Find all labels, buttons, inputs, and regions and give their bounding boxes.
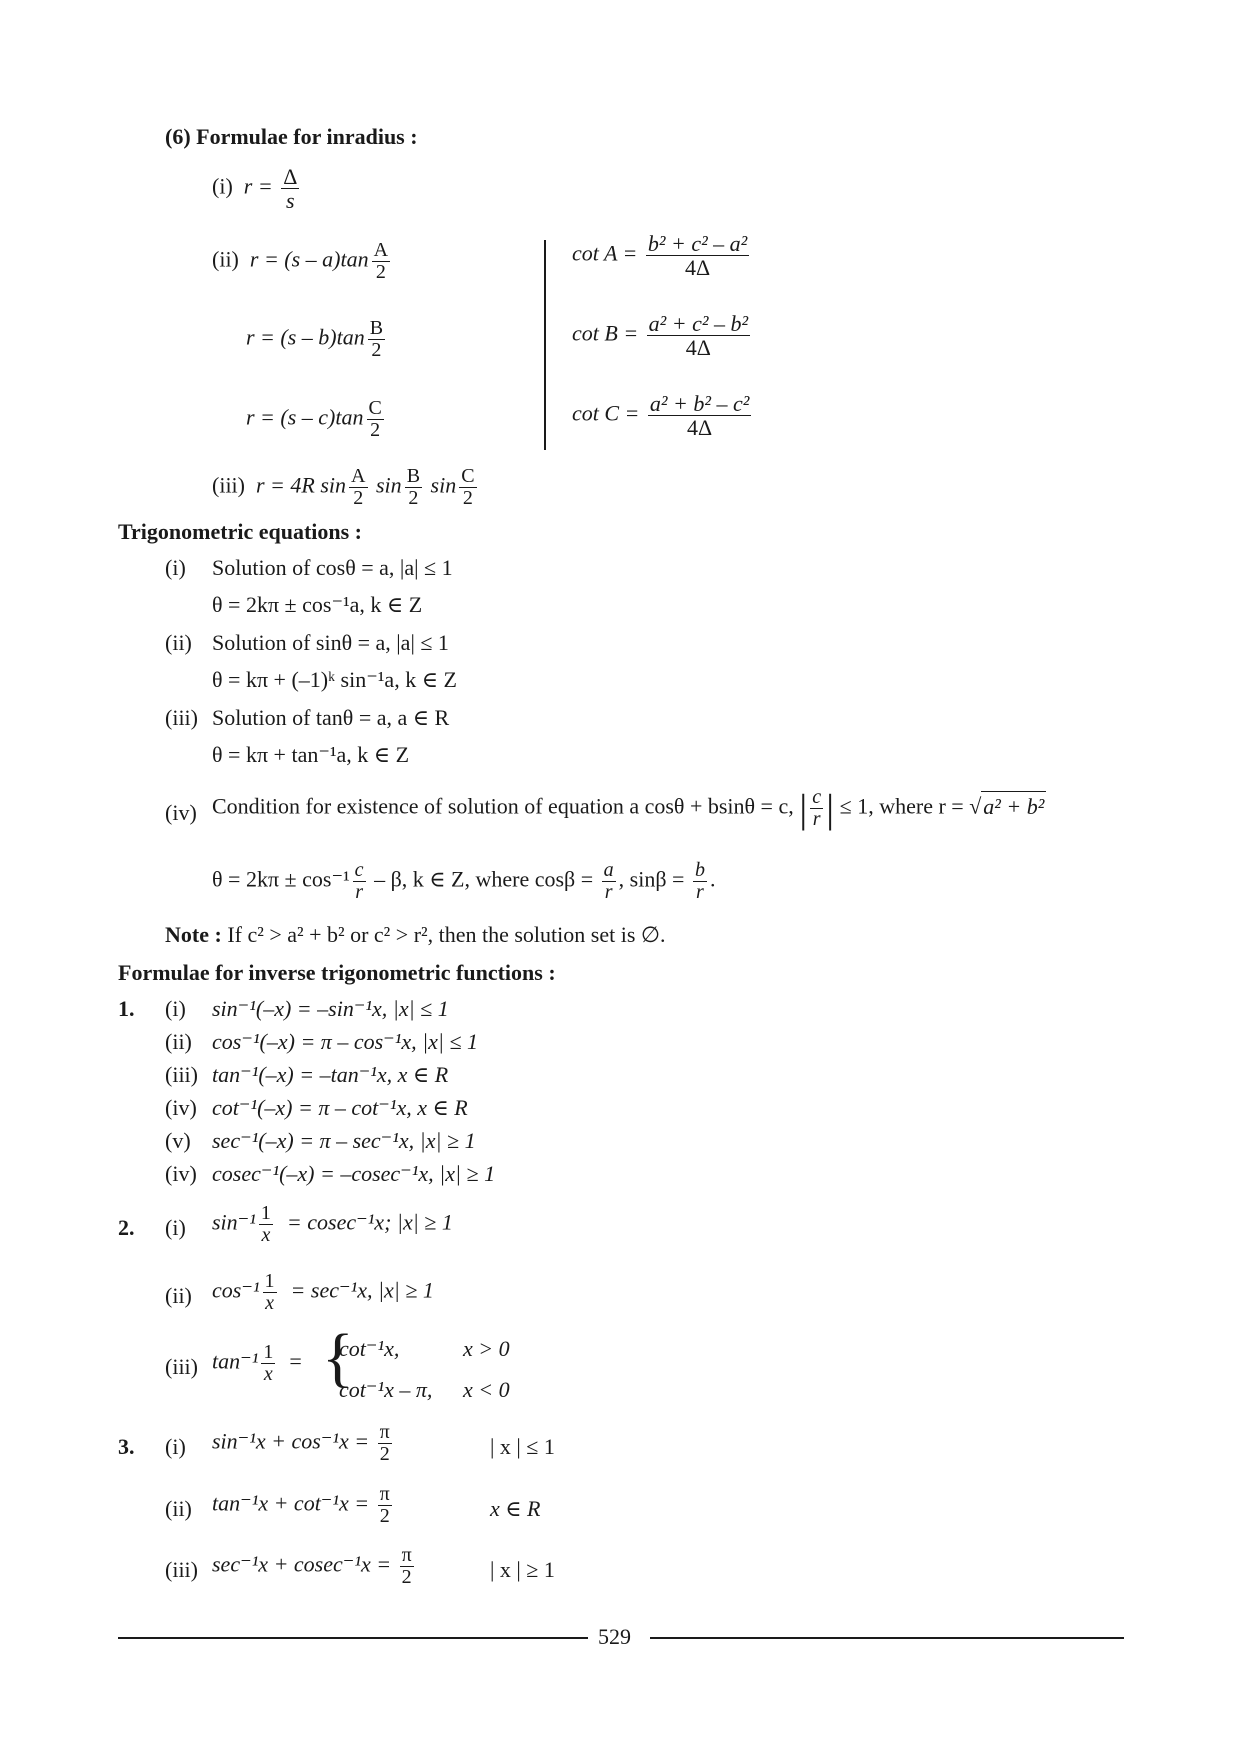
c-over-r [353,860,366,903]
trig-equations-heading: Trigonometric equations : [118,519,363,544]
group-1-formula-5: cosec⁻¹(–x) = –cosec⁻¹x, |x| ≥ 1 [212,1161,496,1186]
pi-over-2 [378,1422,392,1465]
num: A [351,465,366,487]
abs-fraction [810,787,823,830]
num: 1 [264,1270,275,1292]
lhs: cot C = [572,400,640,426]
group-1-label-0: (i) [165,996,186,1021]
case-2-expr: cot⁻¹x – π, [339,1377,433,1402]
note-text: If c² > a² + b² or c² > r², then the solution set is ∅. [227,922,666,947]
lhs: r = (s – b)tan [246,324,365,350]
trig-eq-iv-solution [212,860,715,903]
group-1-label-5: (iv) [165,1161,197,1186]
den: 4Δ [685,255,711,281]
case-1-expr: cot⁻¹x, [339,1336,400,1361]
den: x [265,1292,274,1314]
lhs: tan⁻¹x + cot⁻¹x = [212,1490,370,1516]
cot-b-formula [572,312,753,359]
sqrt-content: a² + b² [981,791,1046,819]
where-text: ≤ 1, where r = [839,793,964,819]
sin-b: sin [376,472,402,498]
fraction [405,466,422,509]
group-1-label-1: (ii) [165,1029,192,1054]
group-1-label-2: (iii) [165,1062,198,1087]
lhs: tan⁻¹ [212,1348,259,1374]
lhs: r = [243,173,273,199]
sin-c: sin [430,472,457,498]
group-3-number: 3. [118,1434,135,1459]
sin-beta: , sinβ = [618,866,685,892]
num: B [406,465,421,487]
group-2-label-ii: (ii) [165,1283,192,1308]
group-3-label-1: (ii) [165,1496,192,1521]
num: B [369,317,384,339]
lhs: r = (s – c)tan [246,404,364,430]
fraction [648,392,751,439]
num: b [694,859,705,881]
note [165,922,666,948]
fraction [647,312,750,359]
trig-eq-ii-text: Solution of sinθ = a, |a| ≤ 1 [212,630,449,655]
trig-eq-i-solution: θ = 2kπ ± cos⁻¹a, k ∈ Z [212,592,423,617]
group-3-formula-2 [212,1545,417,1588]
abs-bar-left: | [799,786,808,831]
num: 1 [263,1341,274,1363]
den: 2 [371,339,382,361]
lhs: cot B = [572,320,639,346]
den: r [355,881,364,903]
den: r [604,881,613,903]
den: 2 [353,487,364,509]
fraction [459,466,476,509]
inradius-formula-iii [212,466,480,509]
den: s [285,188,295,214]
trig-eq-iv-label: (iv) [165,800,197,825]
den: 2 [401,1566,412,1588]
num: c [812,786,822,808]
group-1-label-3: (iv) [165,1095,197,1120]
group-2-label-i: (i) [165,1215,186,1240]
group-1-formula-1: cos⁻¹(–x) = π – cos⁻¹x, |x| ≤ 1 [212,1029,479,1054]
inverse-trig-heading: Formulae for inverse trigonometric functions : [118,960,556,985]
den: r [696,881,704,903]
lhs: cos⁻¹ [212,1277,260,1303]
fraction [646,232,749,279]
inradius-formula-ii-c [246,398,387,441]
rhs: = sec⁻¹x, |x| ≥ 1 [290,1277,434,1303]
den: 2 [379,1505,390,1527]
trig-eq-iii-label: (iii) [165,705,198,730]
lhs: r = (s – a)tan [249,246,369,272]
group-2-number: 2. [118,1215,135,1240]
case-2-cond: x < 0 [463,1377,510,1402]
a-over-r [602,860,616,903]
footer-rule-left [118,1637,588,1639]
den: 2 [462,487,473,509]
num: Δ [283,164,298,189]
trig-eq-iii-solution: θ = kπ + tan⁻¹a, k ∈ Z [212,742,410,767]
trig-eq-ii-label: (ii) [165,630,192,655]
rhs: = cosec⁻¹x; |x| ≥ 1 [286,1209,453,1235]
fraction [281,165,299,212]
trig-eq-i-label: (i) [165,555,186,580]
fraction [259,1203,273,1246]
group-3-formula-1 [212,1484,395,1527]
group-3-formula-0 [212,1422,395,1465]
group-3-cond-0: | x | ≤ 1 [490,1434,555,1459]
fraction [372,240,390,283]
num: C [368,397,382,419]
group-3-cond-1: x ∈ R [490,1496,541,1521]
group-2-formula-i [212,1203,453,1246]
num: π [379,1483,390,1505]
trig-eq-iii-text: Solution of tanθ = a, a ∈ R [212,705,450,730]
num: A [373,239,389,261]
num: b² + c² – a² [647,231,748,256]
lhs: r = 4R [256,472,315,498]
trig-eq-i-text: Solution of cosθ = a, |a| ≤ 1 [212,555,453,580]
pi-over-2 [400,1545,414,1588]
label: (iii) [212,472,245,498]
trig-eq-ii-solution: θ = kπ + (–1)ᵏ sin⁻¹a, k ∈ Z [212,667,457,692]
footer-rule-right [650,1637,1124,1639]
inradius-formula-i [212,165,302,212]
cot-c-formula [572,392,754,439]
num: 1 [260,1202,271,1224]
num: a [603,859,614,881]
group-1-label-4: (v) [165,1128,191,1153]
period: . [709,866,716,892]
case-1-cond: x > 0 [463,1336,510,1361]
inradius-heading: (6) Formulae for inradius : [165,124,418,149]
inradius-formula-ii-a [212,240,393,283]
label: (i) [212,173,233,199]
cot-a-formula [572,232,752,279]
note-label: Note : [165,922,222,947]
num: a² + b² – c² [649,391,750,416]
group-2-formula-iii-lhs [212,1342,302,1385]
fraction [263,1271,277,1314]
num: c [354,859,364,881]
den: 4Δ [687,415,713,441]
lhs: sin⁻¹x + cos⁻¹x = [212,1428,370,1454]
den: 2 [370,419,381,441]
den: 2 [408,487,419,509]
num: π [401,1544,412,1566]
den: 4Δ [685,335,711,361]
sqrt-sign: √ [969,793,982,819]
den: x [263,1363,273,1385]
num: a² + c² – b² [648,311,749,336]
case-brace: { [322,1321,354,1394]
group-3-label-2: (iii) [165,1557,198,1582]
den: r [812,808,821,830]
b-over-r [693,860,707,903]
sin-a: sin [320,472,347,498]
equals: = [289,1348,302,1374]
den: x [261,1224,271,1246]
fraction [367,398,384,441]
group-3-label-0: (i) [165,1434,186,1459]
sol-b: – β, k ∈ Z, where cosβ = [374,866,594,892]
num: π [379,1421,390,1443]
fraction [368,318,385,361]
group-2-formula-ii [212,1271,434,1314]
lhs: cot A = [572,240,638,266]
condition-text: Condition for existence of solution of equation a cosθ + bsinθ = c, [212,793,794,819]
den: 2 [379,1443,390,1465]
group-1-number: 1. [118,996,135,1021]
sol-a: θ = 2kπ ± cos⁻¹ [212,866,350,892]
fraction [261,1342,275,1385]
trig-eq-iv-condition [212,785,1046,832]
page-number: 529 [598,1624,631,1649]
abs-bar-right: | [826,786,835,831]
group-1-formula-0: sin⁻¹(–x) = –sin⁻¹x, |x| ≤ 1 [212,996,449,1021]
group-2-label-iii: (iii) [165,1354,198,1379]
group-1-formula-2: tan⁻¹(–x) = –tan⁻¹x, x ∈ R [212,1062,449,1087]
lhs: sin⁻¹ [212,1209,256,1235]
den: 2 [375,261,386,283]
group-1-formula-3: cot⁻¹(–x) = π – cot⁻¹x, x ∈ R [212,1095,468,1120]
inradius-formula-ii-b [246,318,388,361]
pi-over-2 [378,1484,392,1527]
fraction [349,466,367,509]
group-1-formula-4: sec⁻¹(–x) = π – sec⁻¹x, |x| ≥ 1 [212,1128,476,1153]
label: (ii) [212,246,239,272]
lhs: sec⁻¹x + cosec⁻¹x = [212,1551,392,1577]
group-3-cond-2: | x | ≥ 1 [490,1557,555,1582]
num: C [461,465,475,487]
divider-line [544,240,546,450]
